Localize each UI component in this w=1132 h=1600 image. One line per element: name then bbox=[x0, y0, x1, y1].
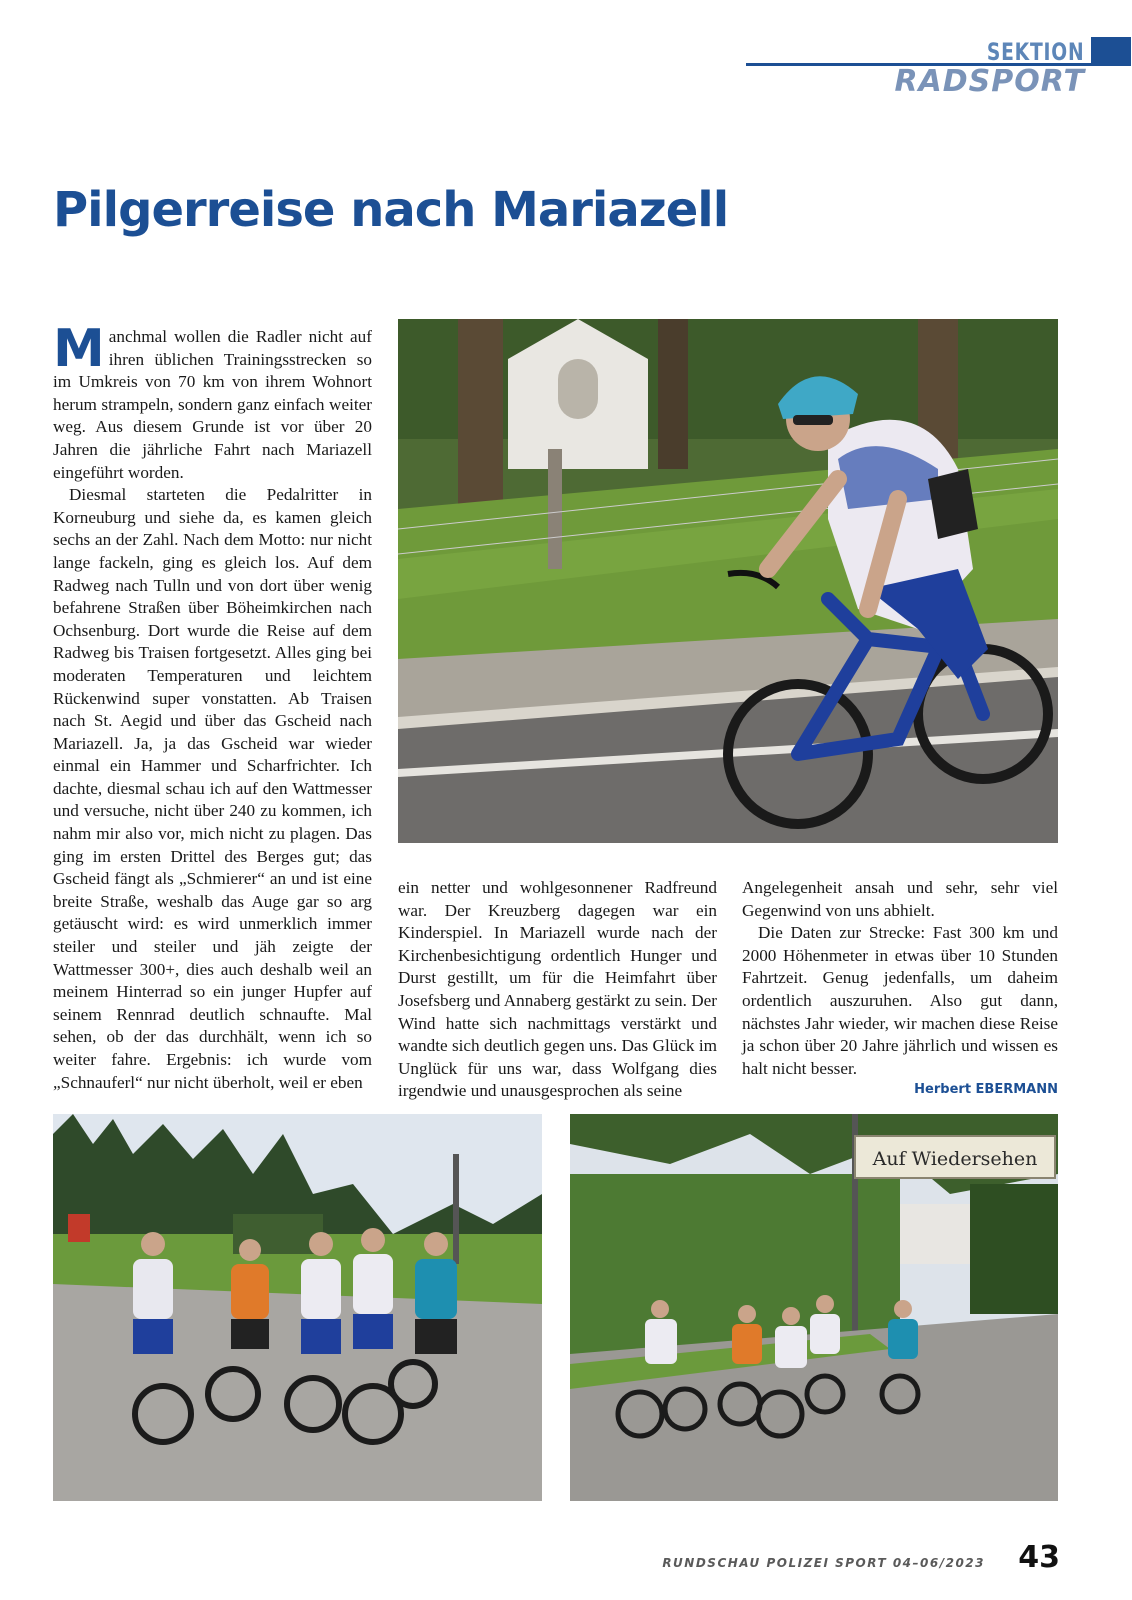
section-label: SEKTION bbox=[986, 38, 1085, 66]
paragraph-continued: ein netter und wohlgesonnener Radfreund war. Der Kreuzberg dagegen war ein Kinderspiel. In Mariazell wurde nach der Kirchenbesichtigung ordentlich Hunger und Durst gestillt, um für die Heimfahrt über Josefsberg und Annaberg gestärkt zu sein. Der Wind hatte sich nachmittags verstärkt und wandte sich deutlich gegen uns. Das Glück im Unglück für uns war, dass Wolfgang dies irgendwie und unausgesprochen als seine bbox=[398, 878, 717, 1101]
photo-cyclist bbox=[398, 319, 1058, 843]
photo-group bbox=[53, 1114, 542, 1501]
paragraph-intro bbox=[53, 319, 372, 484]
article-column-2 bbox=[398, 877, 717, 1103]
category-label: RADSPORT bbox=[894, 64, 1085, 99]
sign-text: Auf Wiedersehen bbox=[872, 1148, 1038, 1170]
author-byline: Herbert EBERMANN bbox=[914, 1082, 1058, 1097]
magazine-footer: RUNDSCHAU POLIZEI SPORT 04–06/2023 bbox=[662, 1556, 985, 1570]
article-column-3 bbox=[742, 877, 1058, 1080]
article-title: Pilgerreise nach Mariazell bbox=[53, 182, 729, 238]
header-accent-box bbox=[1091, 37, 1131, 66]
paragraph-route-data: Die Daten zur Strecke: Fast 300 km und 2000 Höhenmeter in etwas über 10 Stunden Fahrtzeit. Genug jedenfalls, um daheim ordentlich auszuruhen. Also gut dann, nächstes Jahr wieder, wir machen diese Reise ja schon über 20 Jahre jährlich und wissen es halt nicht besser. bbox=[742, 923, 1058, 1078]
drop-cap: M bbox=[53, 319, 105, 379]
article-column-1 bbox=[53, 319, 372, 1094]
intro-text: anchmal wollen die Radler nicht auf ihren üblichen Trainingsstrecken so im Umkreis von 70 km von ihrem Wohnort herum strampeln, sondern ganz einfach weiter weg. Aus diesem Grunde ist vor über 20 Jahren die jährliche Fahrt nach Mariazell eingeführt worden. bbox=[53, 327, 372, 482]
paragraph-wind: Angelegenheit ansah und sehr, sehr viel Gegenwind von uns abhielt. bbox=[742, 878, 1058, 920]
photo-arrival bbox=[570, 1114, 1058, 1501]
paragraph-body: Diesmal starteten die Pedalritter in Korneuburg und siehe da, es kamen gleich sechs an der Zahl. Nach dem Motto: nur nicht lange fackeln, ging es gleich los. Auf dem Radweg nach Tulln und von dort über wenig befahrene Straßen über Böheimkirchen nach Ochsenburg. Dort wurde die Reise auf dem Radweg bis Traisen fortgesetzt. Alles ging bei moderaten Temperaturen und leichtem Rückenwind super vonstatten. Ab Traisen nach St. Aegid und über das Gscheid nach Mariazell. Ja, ja das Gscheid war wieder einmal ein Hammer und Scharfrichter. Ich dachte, diesmal schau ich auf den Wattmesser und versuche, nicht über 240 zu kommen, ich nahm mir also vor, mich nicht zu plagen. Das ging im ersten Drittel des Berges gut; das Gscheid fängt als „Schmierer“ an und ist eine breite Straße, weshalb das Auge gar so arg getäuscht wird: es wird unmerklich immer steiler und steiler und jäh zeigte der Wattmesser 300+, dies auch deshalb weil an meinem Hinterrad so ein junger Hupfer auf seinem Rennrad deutlich schnaufte. Mal sehen, ob der das durchhält, wenn ich so weiter fahre. Ergebnis: ich wurde vom „Schnauferl“ nur nicht überholt, weil er eben bbox=[53, 485, 372, 1092]
page-number: 43 bbox=[1018, 1540, 1060, 1575]
